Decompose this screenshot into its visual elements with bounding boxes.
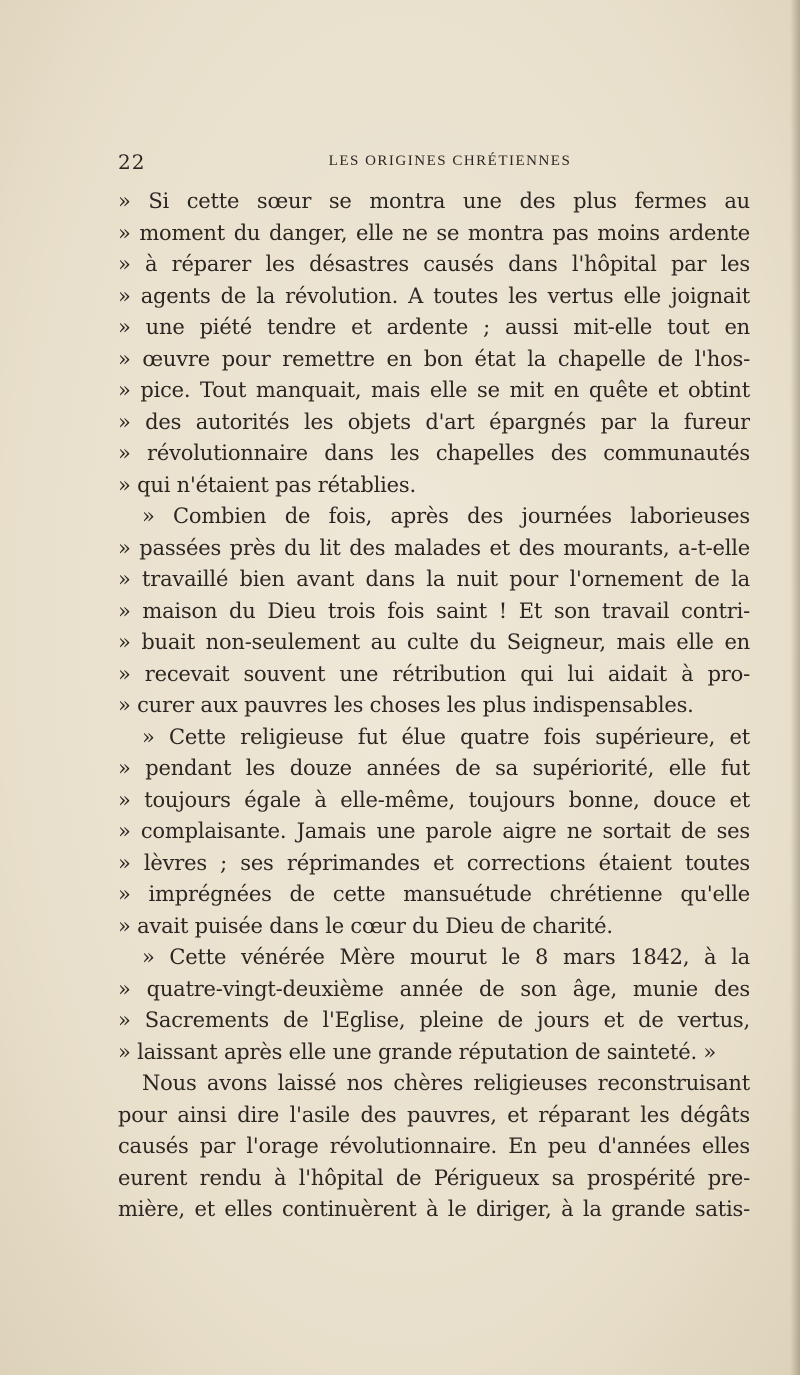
text-line: eurent rendu à l'hôpital de Périgueux sa prospérité pre- xyxy=(118,1165,750,1190)
text-line: » agents de la révolution. A toutes les vertus elle joignait xyxy=(118,283,750,308)
text-line: » pice. Tout manquait, mais elle se mit en quête et obtint xyxy=(118,378,750,402)
text-line: » complaisante. Jamais une parole aigre ne sortait de ses xyxy=(118,819,750,843)
page-header xyxy=(118,150,758,176)
text-line: Nous avons laissé nos chères religieuses reconstruisant xyxy=(142,1071,750,1095)
text-line: » à réparer les désastres causés dans l'hôpital par les xyxy=(118,252,750,276)
text-line: » Cette vénérée Mère mourut le 8 mars 1842, à la xyxy=(142,945,750,969)
text-line: » des autorités les objets d'art épargnés par la fureur xyxy=(118,409,750,434)
text-line: » œuvre pour remettre en bon état la chapelle de l'hos- xyxy=(118,346,750,371)
text-line: » Combien de fois, après des journées laborieuses xyxy=(142,504,750,528)
text-line: » Cette religieuse fut élue quatre fois supérieure, et xyxy=(142,724,750,749)
text-line: mière, et elles continuèrent à le diriger, à la grande satis- xyxy=(118,1197,750,1221)
page-number: 22 xyxy=(118,150,146,174)
text-line: » buait non-seulement au culte du Seigneur, mais elle en xyxy=(118,630,750,654)
text-line: » laissant après elle une grande réputation de sainteté. » xyxy=(118,1039,717,1064)
running-title: LES ORIGINES CHRÉTIENNES xyxy=(328,153,572,169)
text-line: » quatre-vingt-deuxième année de son âge, munie des xyxy=(118,976,750,1001)
text-line: pour ainsi dire l'asile des pauvres, et réparant les dégâts xyxy=(118,1102,750,1127)
text-line: » Sacrements de l'Eglise, pleine de jours et de vertus, xyxy=(118,1008,750,1032)
text-line: » une piété tendre et ardente ; aussi mit-elle tout en xyxy=(118,315,750,339)
text-line: » révolutionnaire dans les chapelles des communautés xyxy=(118,441,750,465)
text-line: » imprégnées de cette mansuétude chrétienne qu'elle xyxy=(118,882,750,906)
text-line: » passées près du lit des malades et des mourants, a-t-elle xyxy=(118,535,750,560)
text-line: » travaillé bien avant dans la nuit pour l'ornement de la xyxy=(118,567,750,591)
text-line: » recevait souvent une rétribution qui lui aidait à pro- xyxy=(118,661,750,686)
text-line: » moment du danger, elle ne se montra pas moins ardente xyxy=(118,220,750,245)
text-line: causés par l'orage révolutionnaire. En peu d'années elles xyxy=(118,1134,750,1158)
text-line: » curer aux pauvres les choses les plus indispensables. xyxy=(118,693,694,717)
body-text xyxy=(118,186,750,1226)
text-line: » lèvres ; ses réprimandes et corrections étaient toutes xyxy=(118,850,750,875)
text-line: » pendant les douze années de sa supériorité, elle fut xyxy=(118,756,750,780)
text-line: » Si cette sœur se montra une des plus fermes au xyxy=(118,189,750,213)
text-line: » maison du Dieu trois fois saint ! Et son travail contri- xyxy=(118,598,750,623)
text-line: » avait puisée dans le cœur du Dieu de charité. xyxy=(118,913,613,938)
text-line: » toujours égale à elle-même, toujours bonne, douce et xyxy=(118,787,750,812)
page-edge-shadow xyxy=(790,0,800,1375)
text-line: » qui n'étaient pas rétablies. xyxy=(118,472,416,497)
